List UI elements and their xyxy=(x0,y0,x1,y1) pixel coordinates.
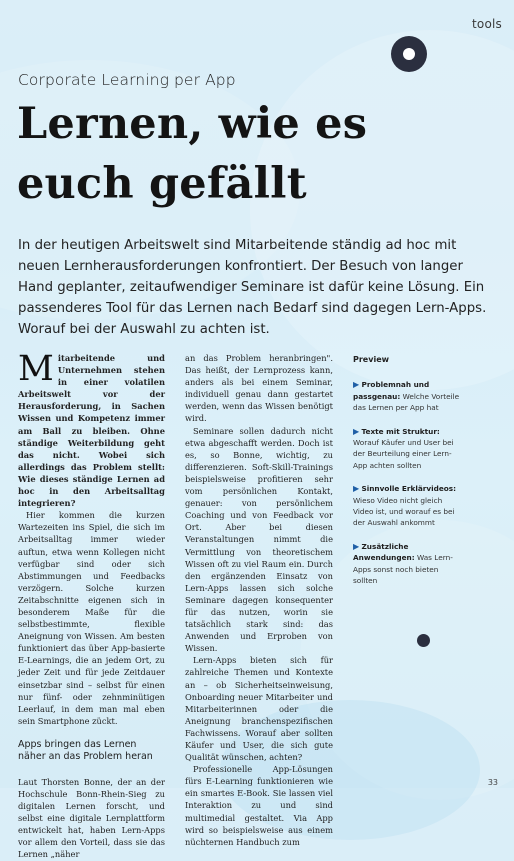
preview-item-text: Welche Vorteile das Lernen per App hat xyxy=(353,391,460,413)
preview-item-text: Wieso Video nicht gleich Video ist, und worauf es bei der Auswahl ankommt xyxy=(353,495,455,528)
body-paragraph: an das Problem heranbringen". Das heißt, der Lernprozess kann, anders als bei einem Seminar, individuell genau dann gestartet werden, wenn das Wissen benötigt wird. xyxy=(185,353,333,424)
preview-item-head: Zusätzliche Anwendungen: xyxy=(353,541,415,563)
drop-cap: M xyxy=(18,349,54,389)
body-paragraph: Seminare sollen dadurch nicht etwa abgeschafft werden. Doch ist es, so Bonne, wichtig, zu differenzieren. Soft-Skill-Trainings beispielsweise profitieren sehr vom persönlichen Kontakt, genauer: von persönlichem Coaching und von Feedback vor Ort. Aber bei diesen Veranstaltungen nimmt die Vermittlung von theoretischem Wissen oft zu viel Raum ein. Durch den ergänzenden Einsatz von Lern-Apps lassen sich solche Seminare dagegen konsequenter für das nutzen, worin sie tatsächlich stark sind: das Anwenden und Erproben von Wissen. xyxy=(185,425,333,654)
body-column-1 xyxy=(18,349,165,861)
headline-line: Lernen, wie es xyxy=(17,99,368,149)
preview-item-text: Was Lern-Apps sonst noch bieten sollten xyxy=(353,553,453,586)
decorative-ring-icon xyxy=(391,36,427,72)
page-number: 33 xyxy=(487,778,498,787)
body-paragraph: Professionelle App-Lösungen fürs E-Learning funktionieren wie ein smartes E-Book. Sie lassen viel Interaktion zu und sind multimedial gestaltet. Via App wird so beispielsweise aus einem nüchternen Handbuch zum xyxy=(185,764,333,847)
body-paragraph: Hier kommen die kurzen Wartezeiten ins Spiel, die sich im Arbeitsalltag immer wieder auftun, etwa wenn Kollegen nicht verfügbar sind oder sich Abstimmungen und Feedbacks verzögern. Solche kurzen Zeitabschnitte eigenen sich in besonderem Maße für die selbstbestimmte, flexible Aneignung von Wissen. Am besten funktioniert das über App-basierte E-Learnings, die an jedem Ort, zu jeder Zeit und für jede Zeitdauer einsetzbar sind – selbst für einen nur fünf- oder zehnminütigen Leerlauf, in dem man mal eben sein Smartphone zückt. xyxy=(18,510,165,726)
preview-item xyxy=(353,426,463,472)
article-lead: In der heutigen Arbeitswelt sind Mitarbeitende ständig ad hoc mit neuen Lernherausforderungen konfrontiert. Der Besuch von langer Hand geplanter, zeitaufwendiger Seminare ist dafür keine Lösung. Ein passenderes Tool für das Lernen nach Bedarf sind dagegen Lern-Apps. Worauf bei der Auswahl zu achten ist. xyxy=(18,238,487,337)
preview-item xyxy=(353,483,463,529)
preview-item-head: Sinnvolle Erklärvideos: xyxy=(361,484,457,494)
arrow-right-icon: ▶ xyxy=(353,426,360,436)
headline-line: euch gefällt xyxy=(17,159,307,209)
article-headline xyxy=(17,94,477,214)
body-paragraph: Laut Thorsten Bonne, der an der Hochschule Bonn-Rhein-Sieg zu digitalen Lernen forscht, und selbst eine digitale Lernplattform entwickelt hat, haben Lern-Apps vor allem den Vorteil, dass sie das Lernen „näher xyxy=(18,776,165,860)
intro-text: itarbeitende und Unternehmen stehen in einer volatilen Arbeitswelt vor der Herausforderung, in Sachen Wissen und Kompetenz immer am Ball zu bleiben. Ohne ständige Weiterbildung geht das nicht. Wobei sich allerdings das Problem stellt: Wie dieses ständige Lernen ad hoc in den Arbeitsalltag integrieren? xyxy=(18,353,165,509)
arrow-right-icon: ▶ xyxy=(353,484,360,494)
body-column-2 xyxy=(185,352,333,848)
preview-item-head: Texte mit Struktur: xyxy=(361,426,440,436)
arrow-right-icon: ▶ xyxy=(353,541,360,551)
decorative-dot-icon xyxy=(417,634,430,647)
section-subhead: Apps bringen das Lernen näher an das Problem heran xyxy=(18,738,153,763)
preview-item xyxy=(353,541,463,587)
body-paragraph: Lern-Apps bieten sich für zahlreiche Themen und Kontexte an – ob Sicherheitseinweisung, Onboarding neuer Mitarbeiter und Mitarbeiterinnen oder die Aneignung branchenspezifischen Fachwissens. Worauf aber sollten Käufer und User, die sich gute Qualität wünschen, achten? xyxy=(185,655,333,763)
article-kicker: Corporate Learning per App xyxy=(18,71,236,89)
section-tag: tools xyxy=(472,17,502,31)
preview-item-text: Worauf Käufer und User bei der Beurteilung einer Lern-App achten sollten xyxy=(353,438,454,470)
preview-title: Preview xyxy=(353,355,390,364)
arrow-right-icon: ▶ xyxy=(353,380,360,390)
preview-item-head: Problemnah und passgenau: xyxy=(353,380,430,401)
preview-box xyxy=(353,354,463,599)
body-paragraph xyxy=(18,349,165,509)
preview-item xyxy=(353,379,463,413)
